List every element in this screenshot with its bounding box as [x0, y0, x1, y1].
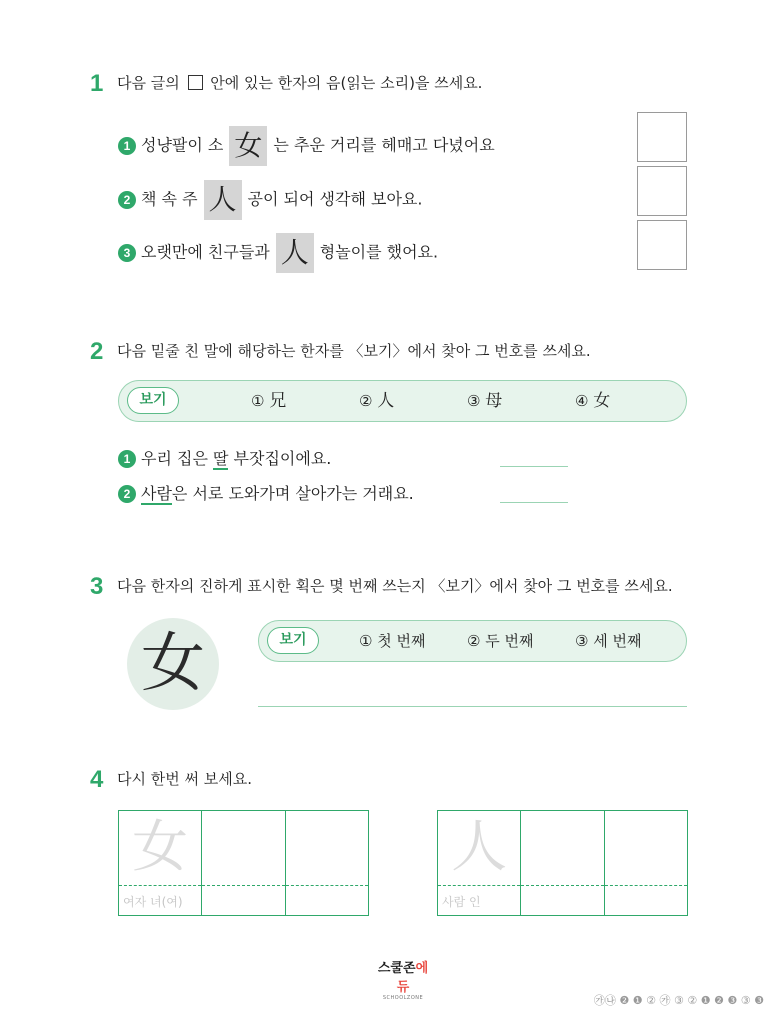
q1-item-1-after: 는 추운 거리를 헤매고 다녔어요	[273, 135, 495, 155]
q1-item-3-before: 오랫만에 친구들과	[141, 242, 270, 262]
q2-answer-line-2[interactable]	[500, 502, 568, 503]
question-1-number: 1	[90, 70, 104, 97]
bogi-option-4: ④ 女	[575, 391, 611, 411]
item-number-badge: 3	[118, 244, 136, 262]
highlighted-hanja: 女	[229, 126, 267, 166]
q1-item-1	[118, 126, 495, 166]
item-number-badge: 1	[118, 137, 136, 155]
bogi-option-3: ③ 母	[467, 391, 503, 411]
question-1-instruction	[117, 73, 482, 93]
hanja-meaning: 사람 인	[442, 895, 481, 909]
bogi-label: 보기	[127, 387, 179, 414]
q1-answer-box-1[interactable]	[637, 112, 687, 162]
writing-grid-1	[118, 810, 369, 916]
underlined-word: 사람	[141, 484, 172, 503]
q3-bogi-box	[258, 620, 687, 662]
q1-item-2-after: 공이 되어 생각해 보아요.	[247, 189, 423, 209]
guide-line	[202, 885, 284, 886]
question-4-instruction: 다시 한번 써 보세요.	[117, 770, 252, 788]
q2-item-2: 2 사람은 서로 도와가며 살아가는 거래요.	[118, 483, 414, 505]
writing-grid-2	[437, 810, 688, 916]
guide-line	[521, 885, 603, 886]
guide-line	[438, 885, 520, 886]
bogi-option-2: ② 두 번째	[467, 632, 534, 650]
highlighted-hanja: 人	[276, 233, 314, 273]
bogi-option-2: ② 人	[359, 391, 395, 411]
guide-line	[119, 885, 201, 886]
guide-line	[605, 885, 687, 886]
writing-cell-example	[119, 811, 202, 915]
question-3-number: 3	[90, 573, 104, 600]
q2-item-1: 1 우리 집은 딸 부잣집이에요.	[118, 448, 331, 470]
publisher-logo: 스쿨존에듀 SCHOOLZONE	[377, 960, 429, 1001]
item-number-badge: 2	[118, 485, 136, 503]
q1-answer-box-2[interactable]	[637, 166, 687, 216]
q1-item-3	[118, 233, 438, 273]
question-3-instruction: 다음 한자의 진하게 표시한 획은 몇 번째 쓰는지 〈보기〉에서 찾아 그 번호를 쓰세요.	[117, 577, 673, 595]
stroke-order-hanja: 女	[127, 618, 219, 710]
writing-cell-example	[438, 811, 521, 915]
q3-answer-line[interactable]	[258, 706, 687, 707]
q1-item-2-before: 책 속 주	[141, 189, 198, 209]
q1-item-1-before: 성냥팔이 소	[141, 135, 224, 155]
trace-hanja: 女	[132, 815, 189, 880]
q1-instruction-before: 다음 글의	[117, 74, 180, 92]
q1-item-2	[118, 180, 422, 220]
q1-instruction-after: 안에 있는 한자의 음(읽는 소리)을 쓰세요.	[210, 74, 483, 92]
hanja-meaning: 여자 녀(여)	[123, 895, 183, 909]
writing-cell[interactable]	[521, 811, 604, 915]
q1-answer-box-3[interactable]	[637, 220, 687, 270]
answer-code-footer: ㉮㉯ ❷ ❶ ② ㉮ ③ ② ❶ ❷ ❸ ③ ❸	[593, 994, 764, 1007]
writing-cell[interactable]	[202, 811, 285, 915]
question-4-number: 4	[90, 766, 104, 793]
bogi-option-3: ③ 세 번째	[575, 632, 642, 650]
trace-hanja: 人	[451, 815, 508, 880]
underlined-word: 딸	[213, 449, 229, 468]
q2-answer-line-1[interactable]	[500, 466, 568, 467]
writing-cell[interactable]	[605, 811, 687, 915]
item-number-badge: 2	[118, 191, 136, 209]
highlighted-hanja: 人	[204, 180, 242, 220]
blank-box-icon	[188, 75, 203, 90]
q1-item-3-after: 형놀이를 했어요.	[319, 242, 439, 262]
guide-line	[286, 885, 368, 886]
q2-bogi-box	[118, 380, 687, 422]
question-2-instruction: 다음 밑줄 친 말에 해당하는 한자를 〈보기〉에서 찾아 그 번호를 쓰세요.	[117, 342, 591, 360]
writing-cell[interactable]	[286, 811, 368, 915]
bogi-option-1: ① 첫 번째	[359, 632, 426, 650]
bogi-option-1: ① 兄	[251, 391, 287, 411]
question-2-number: 2	[90, 338, 104, 365]
bogi-label: 보기	[267, 627, 319, 654]
item-number-badge: 1	[118, 450, 136, 468]
